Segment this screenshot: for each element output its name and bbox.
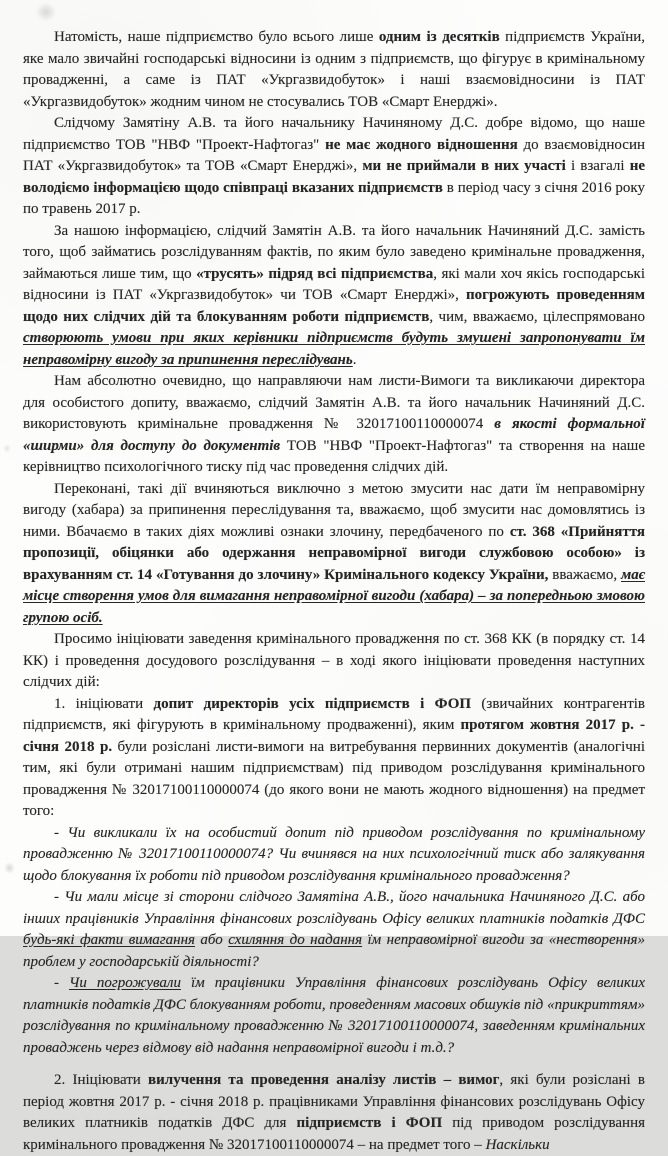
text-run: в період часу з січня 2016 року по травень 2017 р. (23, 179, 646, 217)
text-run: створюють умови при яких керівники підприємств будуть змушені запропонувати їм неправомірну вигоду за припинення переслідувань (23, 330, 645, 368)
text-run: підприємств України, яке мало звичайні господарські відносини із одним з підприємств, що фігурує в кримінальному провадженні, а саме із ПАТ «Укргазвидобуток» і наші взаємовідносини із ПАТ «Укргазвидобуток» жодним чином не стосувались ТОВ «Смарт Енерджі». (23, 29, 645, 110)
text-run: 2. Ініціювати (54, 1072, 149, 1088)
text-run: будь-які факти вимагання (23, 932, 195, 948)
text-run: Слідчому Замятіну А.В. та його начальнику Начиняному Д.С. добре відомо, що наше підприємство ТОВ "НВФ "Проект-Нафтогаз" (23, 115, 645, 153)
paragraph (23, 823, 645, 888)
paragraph (23, 629, 645, 694)
paragraph (23, 1070, 645, 1156)
text-run: схиляння до надання (228, 932, 363, 948)
text-run: «трусять» підряд всі підприємства (196, 265, 434, 282)
paragraph (23, 371, 645, 479)
text-run: або (195, 932, 229, 948)
paragraph (23, 887, 645, 973)
text-run: , чим, вважаємо, цілеспрямовано (429, 308, 646, 325)
text-run: підприємств і ФОП (296, 1115, 443, 1131)
paragraph (23, 27, 645, 113)
paragraph (23, 113, 645, 221)
text-run: Просимо ініціювати заведення кримінального провадження по ст. 368 КК (в порядку ст. 14 КК) і проведення досудового розслідування – в ході якого ініціювати проведення наступних слідчих дій: (23, 631, 645, 690)
text-run: , які були розіслані в період жовтня 2017 р. - січня 2018 р. працівниками Управління фінансових розслідувань Офісу великих платників податків ДФС для (23, 1072, 646, 1131)
text-run: Чи погрожували (69, 975, 181, 991)
text-run: до взаємовідносин ПАТ «Укргазвидобуток» та ТОВ «Смарт Енерджі», (23, 136, 645, 174)
text-run: , які мали хоч якісь господарські відносини із ПАТ «Укргазвидобуток» чи ТОВ «Смарт Енерджі», (23, 265, 645, 303)
text-run: вважаємо, (548, 566, 621, 583)
paragraph (23, 694, 645, 823)
scan-smudge (4, 862, 15, 874)
text-run: має місце створення умов для вимагання неправомірної вигоди (хабара) – за попередньою змовою групою осіб. (23, 566, 645, 626)
paragraph (23, 479, 645, 630)
text-run: і взагалі (565, 158, 630, 174)
text-run: одним із десятків (378, 29, 500, 45)
text-run: Наскільки (485, 1136, 550, 1153)
text-run: ТОВ "НВФ "Проект-Нафтогаз" та створення на наше керівництво психологічного тиску під час проведення слідчих дій. (23, 437, 645, 475)
text-run: - Чи мали місце зі сторони слідчого Замятіна А.В., його начальника Начиняного Д.С. або інших працівників Управління фінансових розслідувань Офісу великих платників податків ДФС (23, 889, 645, 927)
text-run: були розіслані листи-вимоги на витребування первинних документів (аналогічні тим, які були отримані нашим підприємствам) під приводом розслідування кримінального провадження № 32017100110000074 (до якого вони не мають жодного відношення) на предмет того: (23, 738, 645, 819)
text-run: їм працівники Управління фінансових розслідувань Офісу великих платників податків ДФС блокуванням роботи, проведенням масових обшуків під «прикриттям» розслідування по кримінальному провадженню № 32017100110000074, заведенням кримінальних проваджень через відмову від надання неправомірної вигоди і т.д.? (23, 975, 645, 1056)
text-run: допит директорів усіх підприємств і ФОП (153, 695, 472, 712)
text-run: в якості формальної «ширми» для доступу до документів (23, 416, 645, 454)
text-run: протягом жовтня 2017 р. - січня 2018 р. (23, 717, 645, 755)
text-run: ст. 368 «Прийняття пропозиції, обіцянки або одержання неправомірної вигоди службовою особою» із врахуванням ст. 14 «Готування до злочину» Кримінального кодексу України, (23, 523, 645, 583)
text-run: (звичайних контрагентів підприємств, які фігурують в кримінальному продваженні), яким (23, 695, 645, 733)
text-run: Нам абсолютно очевидно, що направляючи нам листи-Вимоги та викликаючи директора для особистого допиту, вважаємо, слідчий Замятін А.В. та його начальник Начиняний Д.С. використовують кримінальне провадження № 32017100110000074 (23, 373, 645, 432)
scan-smudge (3, 444, 11, 453)
text-run: Переконані, такі дії вчиняються виключно з метою змусити нас дати їм неправомірну вигоду (хабара) за припинення переслідування та, вважаємо, щоб змусити нас домовлятись із ними. Вбачаємо в таких діях можливі ознаки злочину, передбаченого по (23, 480, 645, 540)
text-run: під приводом розслідування кримінального провадження № 32017100110000074 – на предмет того – (23, 1115, 646, 1153)
text-run: - Чи викликали їх на особистий допит під приводом розслідування по кримінальному провадженню № 32017100110000074? Чи вчинявся на них психологічний тиск або залякування щодо блокування їх роботи під приводом розслідування кримінального провадження? (23, 824, 645, 884)
scan-smudge (36, 3, 56, 21)
paragraph (23, 221, 645, 372)
text-run: . (352, 351, 357, 368)
text-run: погрожують проведенням щодо них слідчих дій та блокуванням роботи підприємств (23, 287, 645, 325)
paragraph (23, 973, 645, 1059)
text-run: 1. ініціювати (54, 695, 154, 712)
text-run: Натомість, наше підприємство було всього лише (54, 29, 379, 45)
text-run: ми не приймали в них участі (362, 158, 566, 174)
text-run: - (54, 975, 70, 991)
text-run: вилучення та проведення аналізу листів – вимог (148, 1072, 500, 1088)
document-text-block (23, 27, 645, 1156)
text-run: їм неправомірної вигоди за «нестворення» проблем у господарській діяльності? (23, 932, 645, 970)
text-run: не має жодного відношення (325, 136, 518, 153)
text-run: За нашою інформацією, слідчий Замятін А.В. та його начальник Начиняний Д.С. замість того, щоб займатись розслідуванням фактів, по яким було заведено кримінальне провадження, займаються лише тим, що (23, 222, 645, 282)
text-run: не володіємо інформацією щодо співпраці вказаних підприємств (23, 158, 646, 196)
